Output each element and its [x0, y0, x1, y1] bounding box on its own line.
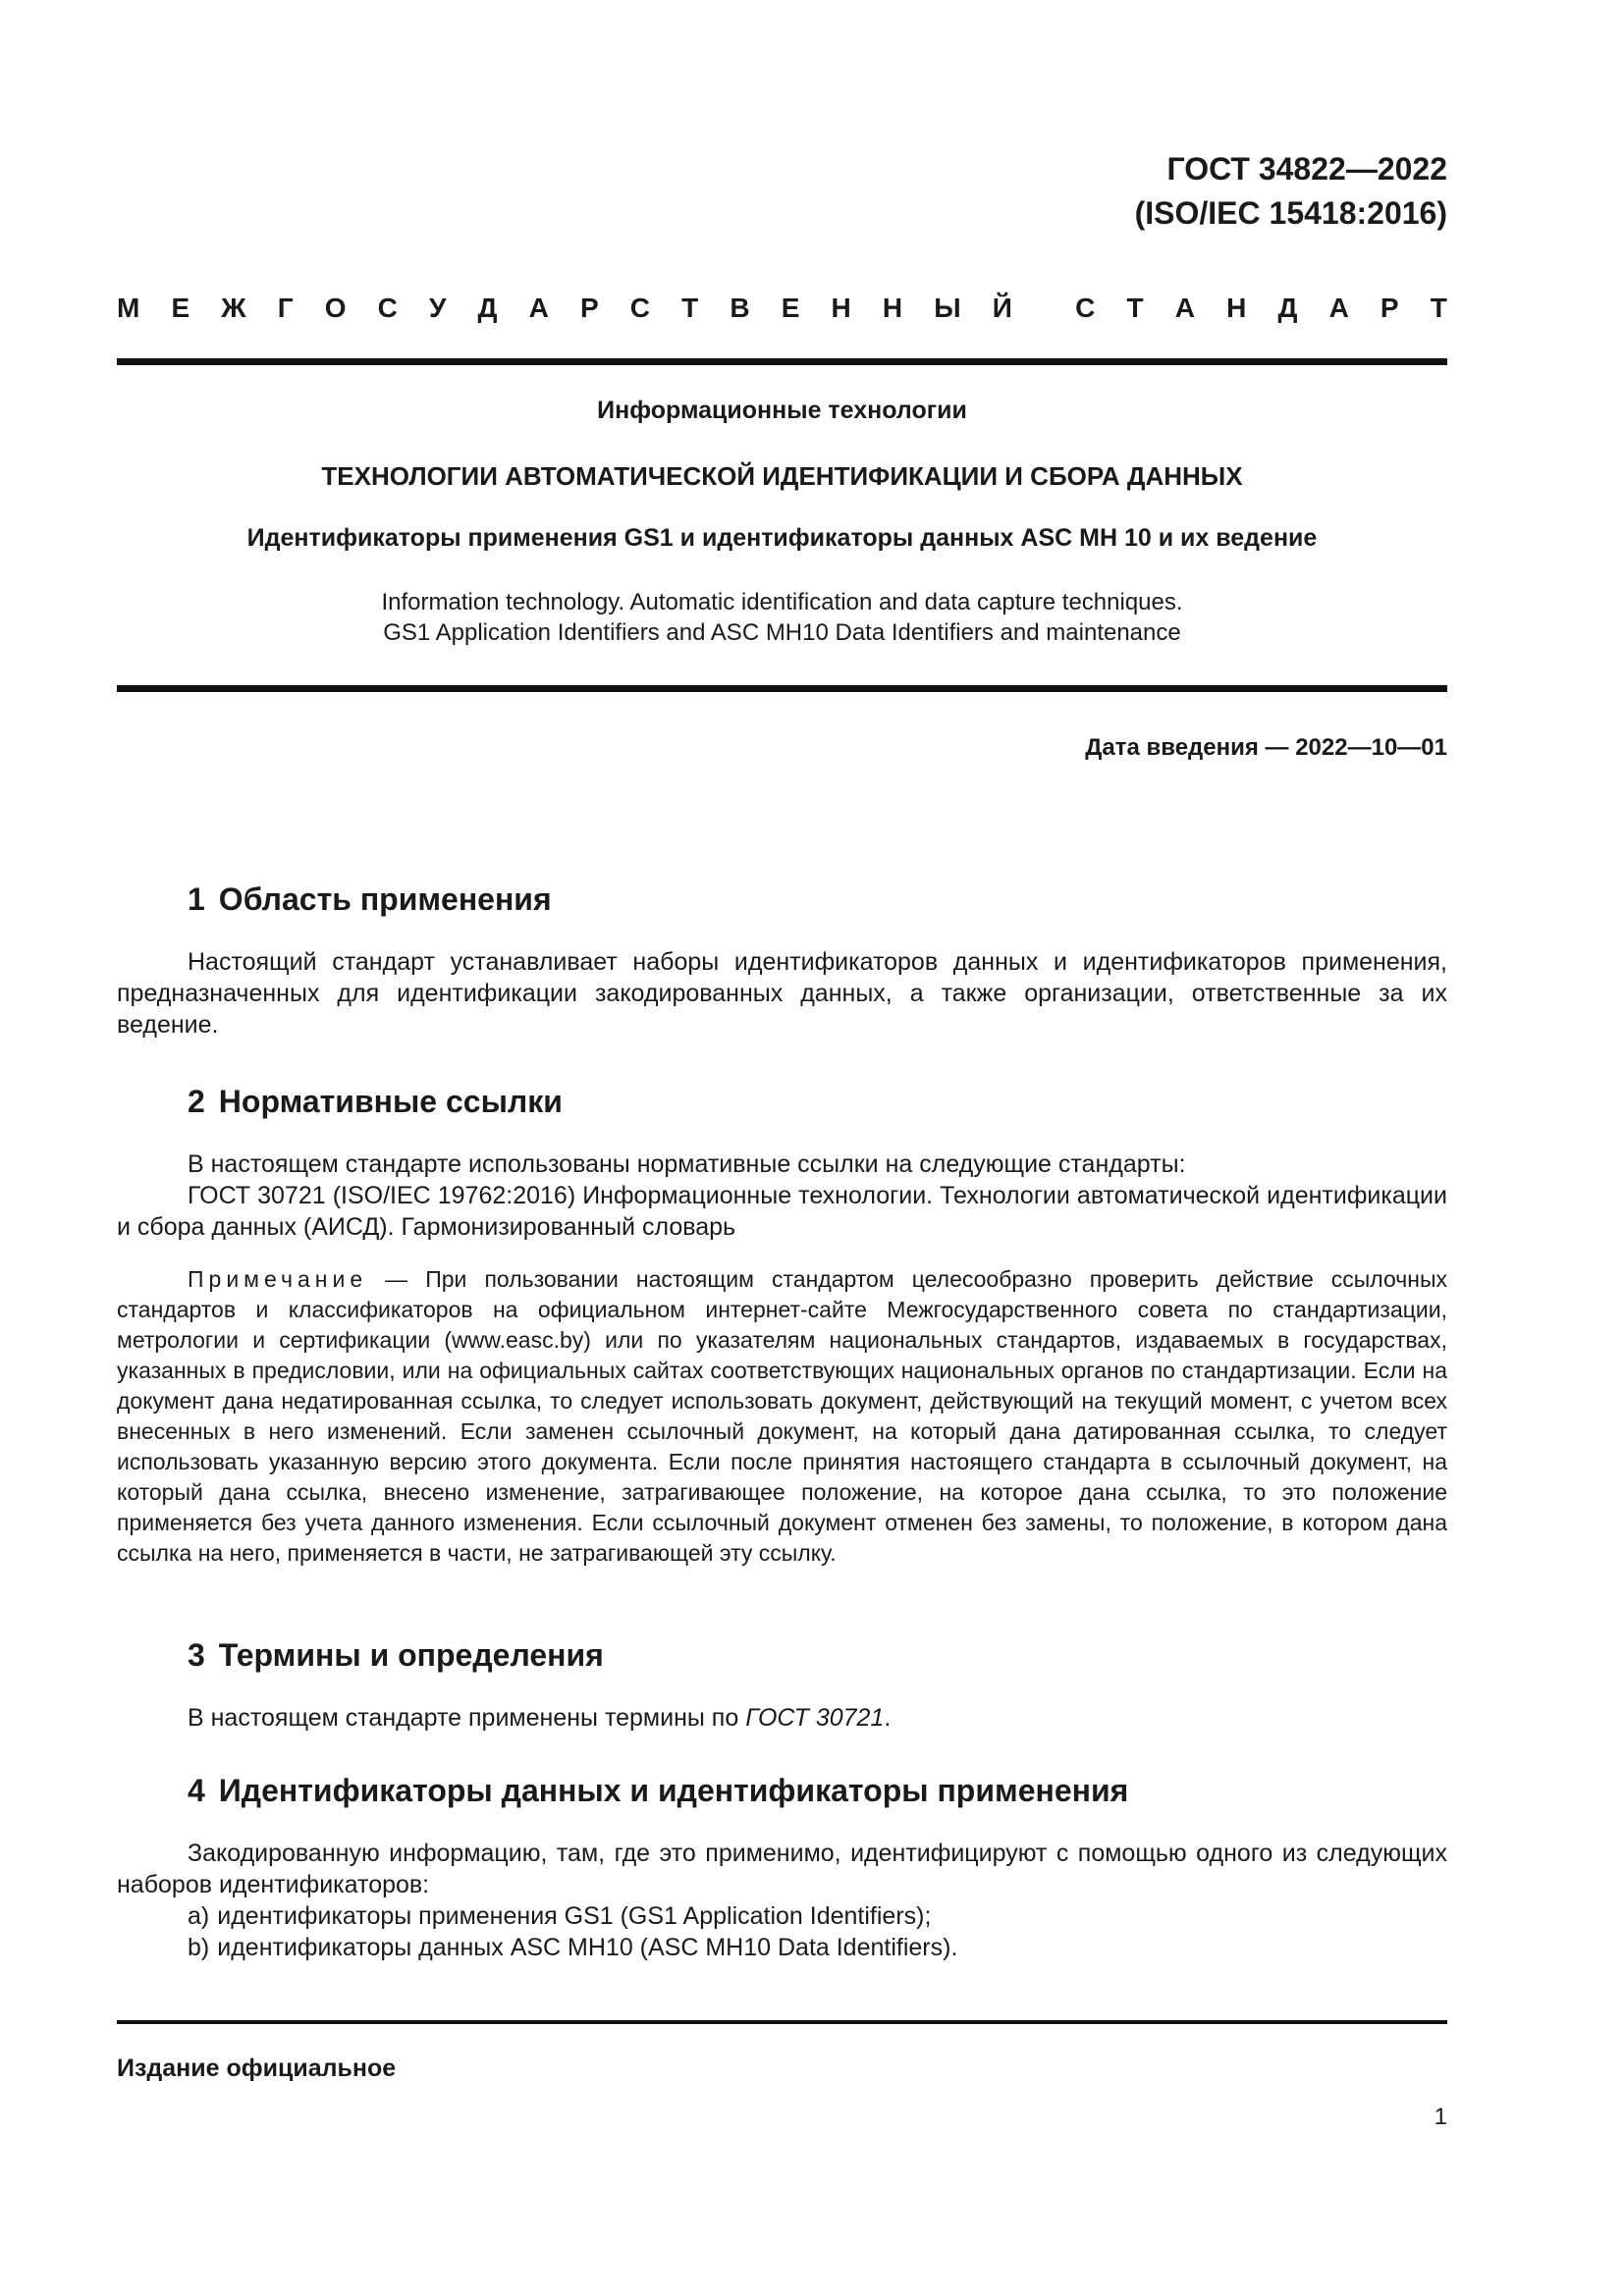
kind-letter: Е	[171, 293, 190, 323]
paragraph: Настоящий стандарт устанавливает наборы идентификаторов данных и идентификаторов применения, предназначенных для идентификации закодированных данных, а также организации, ответственные за их ведение.	[117, 948, 1447, 1039]
section-4-body	[117, 1838, 1447, 1963]
standard-number-block	[1135, 147, 1447, 236]
paragraph-text: В настоящем стандарте применены термины по	[188, 1704, 746, 1732]
kind-letter: А	[528, 293, 549, 323]
kind-letter: У	[428, 293, 447, 323]
kind-letter: А	[1328, 293, 1349, 323]
kind-letter: Д	[1277, 293, 1298, 323]
section-heading-1	[188, 881, 552, 918]
paragraph-end: .	[884, 1704, 892, 1732]
note-text: — При пользовании настоящим стандартом целесообразно проверить действие ссылочных стандартов и классификаторов на официальном интернет-сайте Межгосударственного совета по стандартизации, метрологии и сертификации (www.easc.by) или по указателям национальных стандартов, издаваемых в государствах, указанных в предисловии, или на официальных сайтах соответствующих национальных органов по стандартизации. Если на документ дана недатированная ссылка, то следует использовать документ, действующий на текущий момент, с учетом всех внесенных в него изменений. Если заменен ссылочный документ, на который дана датированная ссылка, то следует использовать указанную версию этого документа. Если после принятия настоящего стандарта в ссылочный документ, на который дана ссылка, внесено изменение, затрагивающее положение, на которое дана ссылка, то это положение применяется без учета данного изменения. Если ссылочный документ отменен без замены, то положение, в котором дана ссылка на него, применяется в части, не затрагивающей эту ссылку.	[117, 1266, 1447, 1566]
standard-kind-title	[117, 293, 1447, 324]
kind-letter: Г	[277, 293, 294, 323]
section-title: Нормативные ссылки	[218, 1084, 563, 1119]
kind-letter: Р	[579, 293, 599, 323]
header-rule-bottom	[117, 685, 1447, 692]
section-3-body	[117, 1702, 1447, 1734]
section-heading-3	[188, 1637, 604, 1674]
list-marker: b)	[188, 1934, 210, 1961]
title-main: ТЕХНОЛОГИИ АВТОМАТИЧЕСКОЙ ИДЕНТИФИКАЦИИ И СБОРА ДАННЫХ	[321, 461, 1243, 491]
kind-letter: Н	[1226, 293, 1247, 323]
header-rule-top	[117, 358, 1447, 365]
english-title	[117, 587, 1447, 648]
kind-letter: О	[324, 293, 347, 323]
kind-letter: В	[730, 293, 750, 323]
section-1-body	[117, 946, 1447, 1041]
section-heading-4	[188, 1773, 1128, 1809]
kind-letter: М	[117, 293, 140, 323]
section-number: 4	[188, 1773, 205, 1808]
note-block	[117, 1264, 1447, 1569]
kind-letter: Р	[1380, 293, 1399, 323]
reference-link: ГОСТ 30721	[745, 1704, 885, 1732]
kind-letter: Д	[477, 293, 498, 323]
section-number: 1	[188, 881, 205, 917]
paragraph: В настоящем стандарте использованы нормативные ссылки на следующие стандарты:	[188, 1150, 1186, 1178]
list-item	[117, 1900, 1447, 1932]
kind-letter: Ж	[221, 293, 246, 323]
list-item	[117, 1932, 1447, 1963]
list-marker: a)	[188, 1902, 210, 1930]
kind-letter: Й	[992, 293, 1012, 323]
kind-letter: Т	[1430, 293, 1447, 323]
kind-letter: Н	[882, 293, 903, 323]
introduction-date: Дата введения — 2022—10—01	[1085, 734, 1447, 761]
list-item-text: идентификаторы данных ASC MH10 (ASC MH10 Data Identifiers).	[217, 1934, 958, 1961]
title-subject: Информационные технологии	[597, 397, 967, 424]
note-label: Примечание	[188, 1266, 368, 1292]
kind-letter: Т	[1126, 293, 1144, 323]
kind-letter: Т	[681, 293, 699, 323]
kind-letter: А	[1174, 293, 1195, 323]
kind-letter: С	[1075, 293, 1096, 323]
english-title-line: GS1 Application Identifiers and ASC MH10 Data Identifiers and maintenance	[383, 619, 1181, 646]
official-edition-label: Издание официальное	[117, 2055, 397, 2082]
kind-letter: Н	[831, 293, 851, 323]
iso-number: (ISO/IEC 15418:2016)	[1134, 195, 1447, 231]
list-item-text: идентификаторы применения GS1 (GS1 Application Identifiers);	[217, 1902, 932, 1930]
page-number: 1	[1434, 2104, 1447, 2130]
section-2-body	[117, 1148, 1447, 1243]
footer-rule	[117, 2020, 1447, 2024]
title-sub: Идентификаторы применения GS1 и идентификаторы данных ASC MH 10 и их ведение	[246, 524, 1318, 552]
reference-item: ГОСТ 30721 (ISO/IEC 19762:2016) Информационные технологии. Технологии автоматической идентификации и сбора данных (АИСД). Гармонизированный словарь	[117, 1182, 1447, 1241]
paragraph: Закодированную информацию, там, где это применимо, идентифицируют с помощью одного из следующих наборов идентификаторов:	[117, 1840, 1447, 1898]
section-title: Область применения	[218, 881, 552, 917]
kind-letter: С	[377, 293, 398, 323]
section-title: Термины и определения	[218, 1637, 604, 1673]
section-heading-2	[188, 1084, 563, 1120]
gost-number: ГОСТ 34822—2022	[1166, 151, 1447, 187]
kind-letter: Е	[781, 293, 800, 323]
section-number: 2	[188, 1084, 205, 1119]
section-title: Идентификаторы данных и идентификаторы применения	[218, 1773, 1129, 1808]
section-number: 3	[188, 1637, 205, 1673]
kind-letter: Ы	[934, 293, 961, 323]
kind-letter: С	[629, 293, 650, 323]
english-title-line: Information technology. Automatic identification and data capture techniques.	[381, 589, 1183, 615]
